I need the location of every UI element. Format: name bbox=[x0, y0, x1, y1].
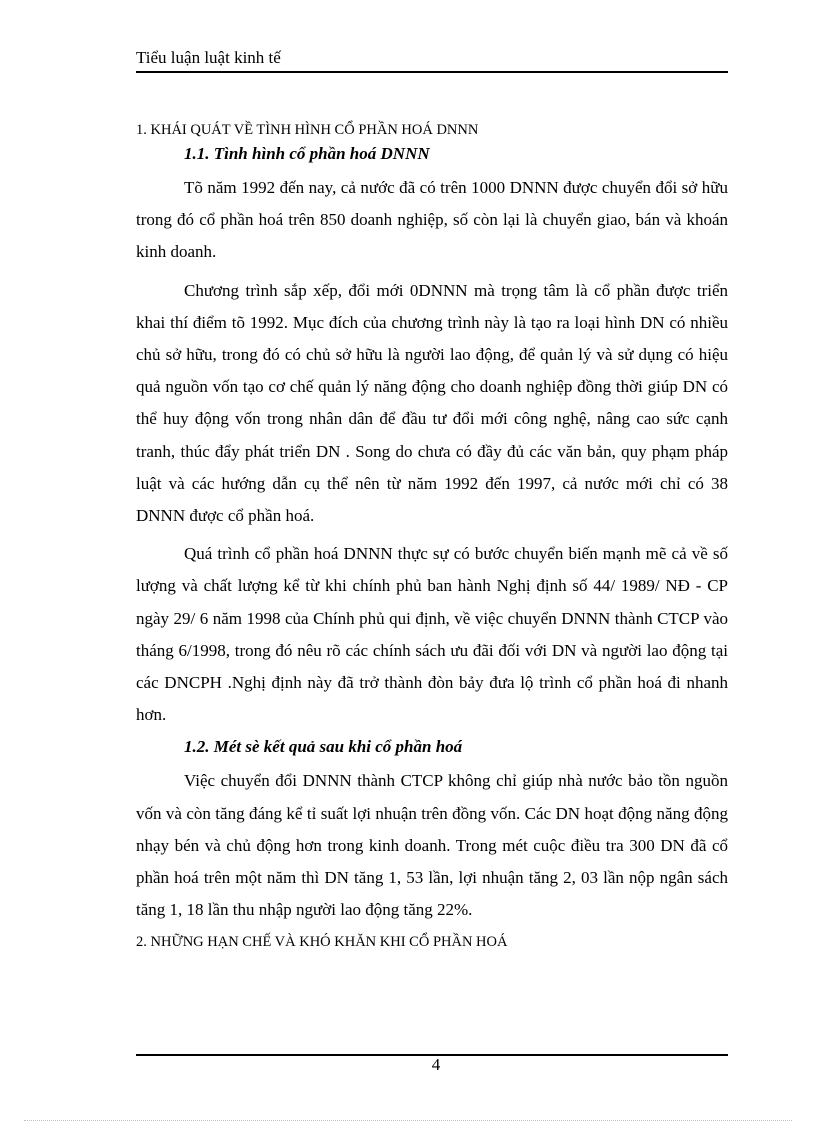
page-number: 4 bbox=[431, 1055, 441, 1074]
paragraph-4: Việc chuyển đổi DNNN thành CTCP không chỉ giúp nhà nước bảo tồn nguồn vốn và còn tăng đáng kể tỉ suất lợi nhuận trên đồng vốn. Các DN hoạt động năng động nhạy bén và chủ động hơn trong kinh doanh. Trong mét cuộc điều tra 300 DN đã cổ phần hoá trên một năm thì DN tăng 1, 53 lần, lợi nhuận tăng 2, 03 lần nộp ngân sách tăng 1, 18 lần thu nhập người lao động tăng 22%. bbox=[136, 771, 728, 920]
page-bottom-border bbox=[24, 1120, 792, 1121]
paragraph-2: Chương trình sắp xếp, đổi mới 0DNNN mà trọng tâm là cổ phần được triển khai thí điểm tõ 1992. Mục đích của chương trình này là tạo ra loại hình DN có nhiều chủ sở hữu, trong đó có chủ sở hữu là người lao động, để quản lý và sử dụng có hiệu quả nguồn vốn tạo cơ chế quản lý năng động cho doanh nghiệp đồng thời giúp DN có thể huy động vốn trong nhân dân để đầu tư đổi mới công nghệ, nâng cao sức cạnh tranh, thúc đẩy phát triển DN . Song do chưa có đầy đủ các văn bản, quy phạm pháp luật và các hướng dẫn cụ thể nên từ năm 1992 đến 1997, cả nước mới chỉ có 38 DNNN được cổ phần hoá. bbox=[136, 280, 728, 526]
paragraph-3: Quá trình cổ phần hoá DNNN thực sự có bước chuyển biến mạnh mẽ cả về số lượng và chất lượng kể từ khi chính phủ ban hành Nghị định số 44/ 1989/ NĐ - CP ngày 29/ 6 năm 1998 của Chính phủ qui định, về việc chuyển DNNN thành CTCP vào tháng 6/1998, trong đó nêu rõ các chính sách ưu đãi đối với DN và người lao động tại các DNCPH .Nghị định này đã trở thành đòn bảy đưa lộ trình cổ phần hoá đi nhanh hơn. bbox=[136, 544, 728, 725]
section-1-2-heading: 1.2. Mét sè kết quả sau khi cổ phần hoá bbox=[184, 737, 463, 757]
section-1-heading: 1. KHÁI QUÁT VỀ TÌNH HÌNH CỔ PHẦN HOÁ DNNN bbox=[136, 122, 479, 138]
section-1-1-heading: 1.1. Tình hình cổ phần hoá DNNN bbox=[184, 144, 430, 163]
header-title: Tiểu luận luật kinh tế bbox=[136, 48, 281, 67]
header-rule bbox=[136, 71, 728, 73]
page-content bbox=[136, 120, 728, 956]
paragraph-1: Tõ năm 1992 đến nay, cả nước đã có trên 1000 DNNN được chuyển đổi sở hữu trong đó cổ phần hoá trên 850 doanh nghiệp, số còn lại là chuyển giao, bán và khoán kinh doanh. bbox=[136, 178, 728, 262]
section-2-heading: 2. NHỮNG HẠN CHẾ VÀ KHÓ KHĂN KHI CỔ PHẦN HOÁ bbox=[136, 934, 508, 951]
